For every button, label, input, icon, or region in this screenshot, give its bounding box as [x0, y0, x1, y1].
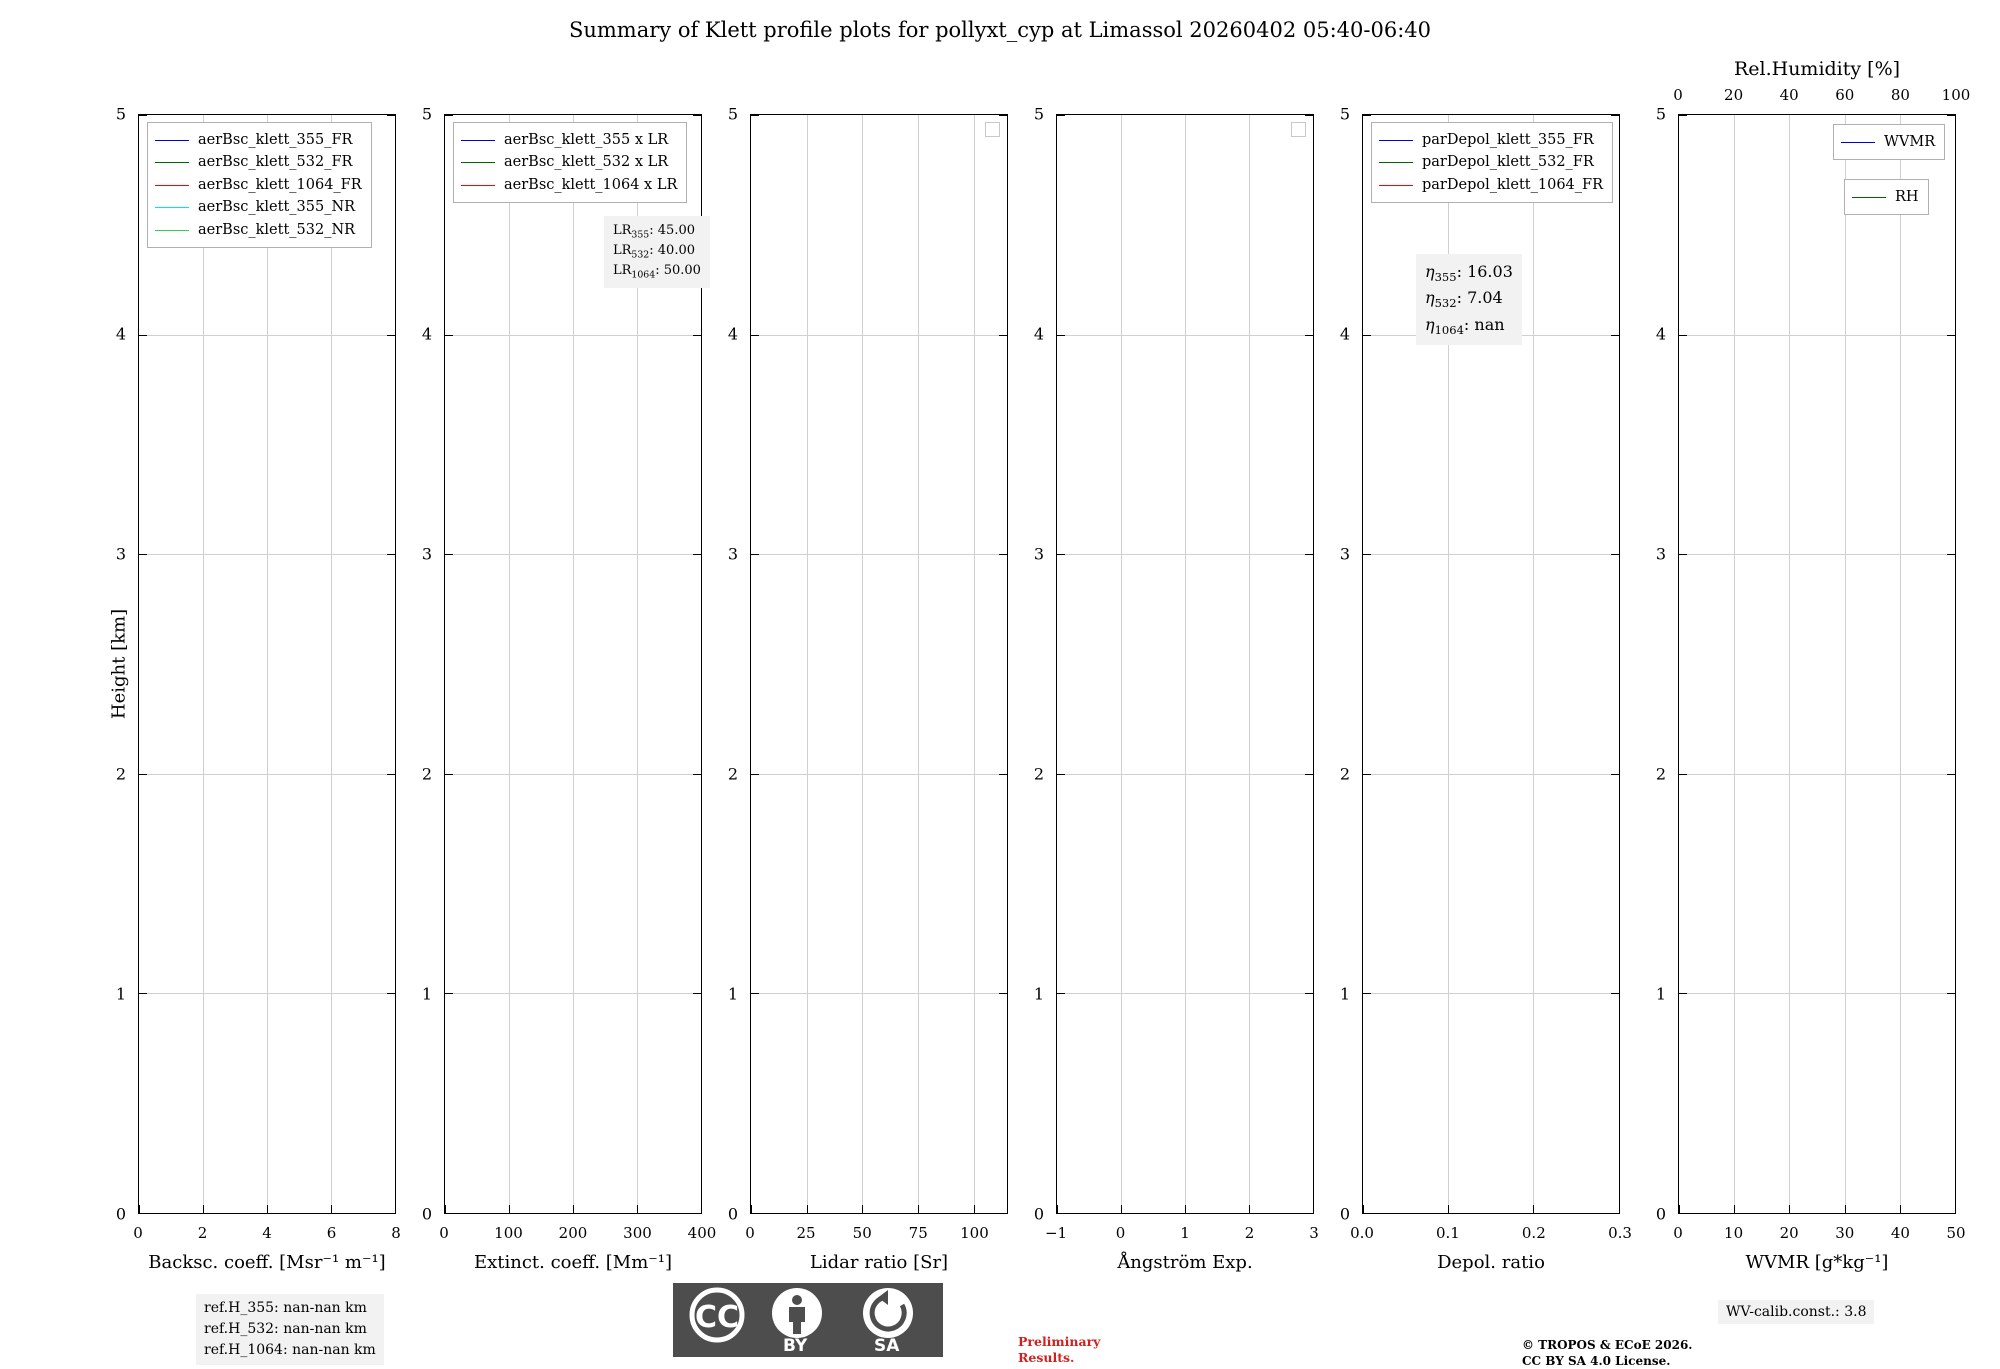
- y-tick-label: 3: [727, 544, 738, 564]
- legend-line-swatch: [1379, 140, 1413, 141]
- lr-1064-value: 50.00: [663, 263, 701, 279]
- page-title: Summary of Klett profile plots for pollyxt_cyp at Limassol 20260402 05:40-06:40: [568, 18, 1431, 42]
- y-tick-label: 5: [1655, 104, 1666, 124]
- legend-label: aerBsc_klett_532_FR: [198, 154, 353, 171]
- legend-item: [155, 151, 362, 173]
- y-tick-label: 4: [1033, 324, 1044, 344]
- plot-area-angstrom: [1056, 114, 1314, 1214]
- legend-line-swatch: [461, 140, 495, 141]
- y-tick-label: 1: [727, 984, 738, 1004]
- x-tick-label: 0.2: [1521, 1224, 1546, 1242]
- cc-sa-icon: [860, 1285, 916, 1341]
- legend-label: WVMR: [1884, 134, 1936, 150]
- cc-by-label: BY: [783, 1336, 808, 1356]
- legend-depolarization: [1371, 122, 1613, 203]
- empty-legend-box: [985, 122, 1000, 137]
- x-tick-label: 0: [1673, 1224, 1683, 1242]
- y-tick-label: 2: [421, 764, 432, 784]
- legend-label: parDepol_klett_532_FR: [1422, 154, 1594, 171]
- cc-sa-label: SA: [874, 1336, 900, 1356]
- legend-line-swatch: [461, 185, 495, 186]
- legend-line-swatch: [1379, 162, 1413, 163]
- x-tick-label: 0: [439, 1224, 449, 1242]
- lr-355-row: $LR_{355}$: 45.00: [613, 223, 695, 241]
- eta-532-value: 7.04: [1467, 288, 1503, 308]
- x-axis-title: WVMR [g*kg⁻¹]: [1745, 1252, 1889, 1273]
- y-tick-label: 2: [115, 764, 126, 784]
- x-tick-label: 100: [960, 1224, 989, 1242]
- y-tick-label: 1: [1339, 984, 1350, 1004]
- legend-line-swatch: [461, 162, 495, 163]
- y-tick-label: 2: [1033, 764, 1044, 784]
- lr-355-value: 45.00: [657, 223, 695, 238]
- x-axis-title: Depol. ratio: [1437, 1252, 1545, 1273]
- legend-line-swatch: [1852, 197, 1886, 198]
- cc-by-person-icon: [769, 1285, 825, 1341]
- legend-label: aerBsc_klett_355_NR: [198, 199, 356, 216]
- x-tick-label: 1: [1180, 1224, 1190, 1242]
- x-tick-label: 4: [262, 1224, 272, 1242]
- x-tick-label: 2: [1244, 1224, 1255, 1242]
- legend-item: [1841, 131, 1935, 153]
- x-tick-label: 25: [796, 1224, 816, 1242]
- y-tick-label: 4: [1339, 324, 1350, 344]
- eta-532-row: $\eta_{532}$: 7.04: [1425, 288, 1503, 311]
- legend-rh: [1844, 179, 1929, 215]
- y-tick-label: 3: [1033, 544, 1044, 564]
- lr-532-row: $LR_{532}$: 40.00: [613, 243, 695, 261]
- x-top-tick-label: 0: [1673, 86, 1683, 104]
- x-tick-label: 0.0: [1350, 1224, 1374, 1242]
- y-tick-label: 2: [1655, 764, 1666, 784]
- y-tick-label: 5: [727, 104, 738, 124]
- y-tick-label: 2: [727, 764, 738, 784]
- reference-height-box: [196, 1294, 384, 1365]
- x-tick-label: 50: [852, 1224, 872, 1242]
- legend-item: [461, 174, 677, 196]
- y-tick-label: 1: [115, 984, 126, 1004]
- y-tick-label: 3: [1339, 544, 1350, 564]
- y-tick-label: 0: [421, 1204, 432, 1224]
- legend-item: [1379, 129, 1603, 151]
- x-tick-label: 0.1: [1435, 1224, 1460, 1242]
- legend-label: parDepol_klett_1064_FR: [1422, 176, 1604, 193]
- legend-label: aerBsc_klett_1064 x LR: [504, 176, 678, 193]
- legend-line-swatch: [155, 230, 189, 231]
- x-tick-label: −1: [1044, 1224, 1068, 1242]
- legend-line-swatch: [155, 140, 189, 141]
- eta-annotation: [1416, 254, 1522, 345]
- plot-area-lidar-ratio: [750, 114, 1008, 1214]
- x-tick-label: 20: [1779, 1224, 1799, 1242]
- y-tick-label: 5: [1033, 104, 1044, 124]
- license-line-2: CC BY SA 4.0 License.: [1522, 1353, 1671, 1368]
- ref-h-532: ref.H_532: nan-nan km: [204, 1321, 367, 1337]
- x-axis-title: Ångström Exp.: [1117, 1252, 1253, 1273]
- legend-line-swatch: [155, 185, 189, 186]
- cc-by-sa-logo: [673, 1283, 943, 1357]
- legend-backscatter: [147, 122, 372, 248]
- x-tick-label: 0: [745, 1224, 755, 1242]
- copyright-line-1: © TROPOS & ECoE 2026.: [1522, 1338, 1693, 1352]
- plot-area-wvmr: [1678, 114, 1956, 1214]
- x-tick-label: 100: [494, 1224, 523, 1242]
- legend-item: [1379, 174, 1603, 196]
- x-tick-label: 50: [1946, 1224, 1966, 1242]
- panel-extinction-coefficient: [421, 104, 717, 1273]
- y-tick-label: 2: [1339, 764, 1350, 784]
- lidar-ratio-annotation: [604, 216, 710, 288]
- panel-depolarization-ratio: [1339, 104, 1632, 1273]
- y-tick-label: 0: [1033, 1204, 1044, 1224]
- y-tick-label: 4: [115, 324, 126, 344]
- x-top-tick-label: 80: [1890, 86, 1910, 104]
- x-tick-label: 0: [1115, 1224, 1126, 1242]
- svg-text:CC: CC: [694, 1300, 740, 1335]
- y-tick-label: 3: [1655, 544, 1666, 564]
- y-tick-label: 4: [1655, 324, 1666, 344]
- x-tick-label: 3: [1309, 1224, 1319, 1242]
- x-tick-label: 300: [623, 1224, 652, 1242]
- y-tick-label: 1: [421, 984, 432, 1004]
- y-tick-label: 5: [115, 104, 126, 124]
- legend-label: aerBsc_klett_355_FR: [198, 132, 353, 148]
- cc-mark-icon: [679, 1287, 755, 1343]
- legend-item: [461, 129, 677, 151]
- legend-item: [461, 151, 677, 173]
- y-tick-label: 0: [727, 1204, 738, 1224]
- y-tick-label: 5: [1339, 104, 1350, 124]
- legend-label: RH: [1895, 189, 1919, 205]
- legend-item: [155, 219, 362, 241]
- x-tick-label: 0.3: [1608, 1224, 1632, 1242]
- legend-item: [155, 174, 362, 196]
- legend-label: aerBsc_klett_532 x LR: [504, 154, 669, 171]
- copyright-note: [1522, 1338, 1692, 1369]
- y-tick-label: 1: [1033, 984, 1044, 1004]
- x-tick-label: 400: [687, 1224, 717, 1242]
- y-axis-title: Height [km]: [108, 608, 130, 720]
- eta-355-value: 16.03: [1467, 262, 1513, 281]
- top-axis-title: Rel.Humidity [%]: [1733, 58, 1901, 80]
- preliminary-results-note: [1018, 1334, 1100, 1365]
- y-tick-label: 1: [1655, 984, 1666, 1004]
- panel-wvmr-rh: [1655, 58, 1971, 1273]
- legend-label: aerBsc_klett_532_NR: [198, 221, 356, 238]
- x-tick-label: 75: [908, 1224, 928, 1242]
- ref-h-1064: ref.H_1064: nan-nan km: [204, 1342, 376, 1358]
- y-tick-label: 0: [115, 1204, 126, 1224]
- legend-item: [155, 129, 362, 151]
- x-tick-label: 30: [1835, 1224, 1855, 1242]
- x-tick-label: 8: [391, 1224, 401, 1242]
- x-tick-label: 40: [1890, 1224, 1910, 1242]
- wv-calibration-constant: WV-calib.const.: 3.8: [1718, 1300, 1874, 1324]
- y-tick-label: 3: [421, 544, 432, 564]
- x-top-tick-label: 40: [1779, 86, 1799, 104]
- panel-angstrom-exponent: [1033, 104, 1319, 1273]
- legend-item: [1852, 186, 1919, 208]
- y-tick-label: 0: [1655, 1204, 1666, 1224]
- y-tick-label: 5: [421, 104, 432, 124]
- x-axis-title: Backsc. coeff. [Msr⁻¹ m⁻¹]: [148, 1252, 386, 1273]
- preliminary-line-1: Preliminary: [1018, 1334, 1101, 1349]
- legend-extinction: [453, 122, 687, 203]
- legend-item: [1379, 151, 1603, 173]
- legend-line-swatch: [155, 162, 189, 163]
- x-tick-label: 200: [558, 1224, 588, 1242]
- x-tick-label: 2: [197, 1224, 208, 1242]
- y-tick-label: 0: [1339, 1204, 1350, 1224]
- legend-line-swatch: [1841, 142, 1875, 143]
- empty-legend-box: [1291, 122, 1306, 137]
- x-tick-label: 0: [133, 1224, 143, 1242]
- panel-backscatter-coefficient: [108, 104, 401, 1273]
- y-tick-label: 4: [421, 324, 432, 344]
- preliminary-line-2: Results.: [1018, 1349, 1075, 1365]
- legend-label: aerBsc_klett_355 x LR: [504, 132, 669, 148]
- x-axis-title: Extinct. coeff. [Mm⁻¹]: [473, 1252, 673, 1273]
- x-tick-label: 10: [1724, 1224, 1744, 1242]
- legend-label: aerBsc_klett_1064_FR: [198, 176, 362, 193]
- panel-lidar-ratio: [727, 104, 1008, 1273]
- legend-label: parDepol_klett_355_FR: [1422, 132, 1594, 148]
- legend-line-swatch: [155, 207, 189, 208]
- x-top-tick-label: 20: [1724, 86, 1744, 104]
- lr-532-value: 40.00: [657, 243, 695, 259]
- x-top-tick-label: 100: [1941, 86, 1971, 104]
- eta-1064-value: nan: [1474, 314, 1505, 334]
- y-tick-label: 4: [727, 324, 738, 344]
- ref-h-355: ref.H_355: nan-nan km: [204, 1300, 367, 1316]
- plot-area-backscatter: [138, 114, 396, 1214]
- lr-1064-row: $LR_{1064}$: 50.00: [613, 263, 701, 281]
- eta-355-row: $\eta_{355}$: 16.03: [1425, 262, 1513, 285]
- legend-wvmr: [1833, 124, 1945, 160]
- eta-1064-row: $\eta_{1064}$: nan: [1425, 314, 1505, 338]
- legend-line-swatch: [1379, 185, 1413, 186]
- x-axis-title: Lidar ratio [Sr]: [809, 1252, 949, 1273]
- legend-item: [155, 196, 362, 218]
- x-top-tick-label: 60: [1835, 86, 1855, 104]
- y-tick-label: 3: [115, 544, 126, 564]
- x-tick-label: 6: [326, 1224, 337, 1242]
